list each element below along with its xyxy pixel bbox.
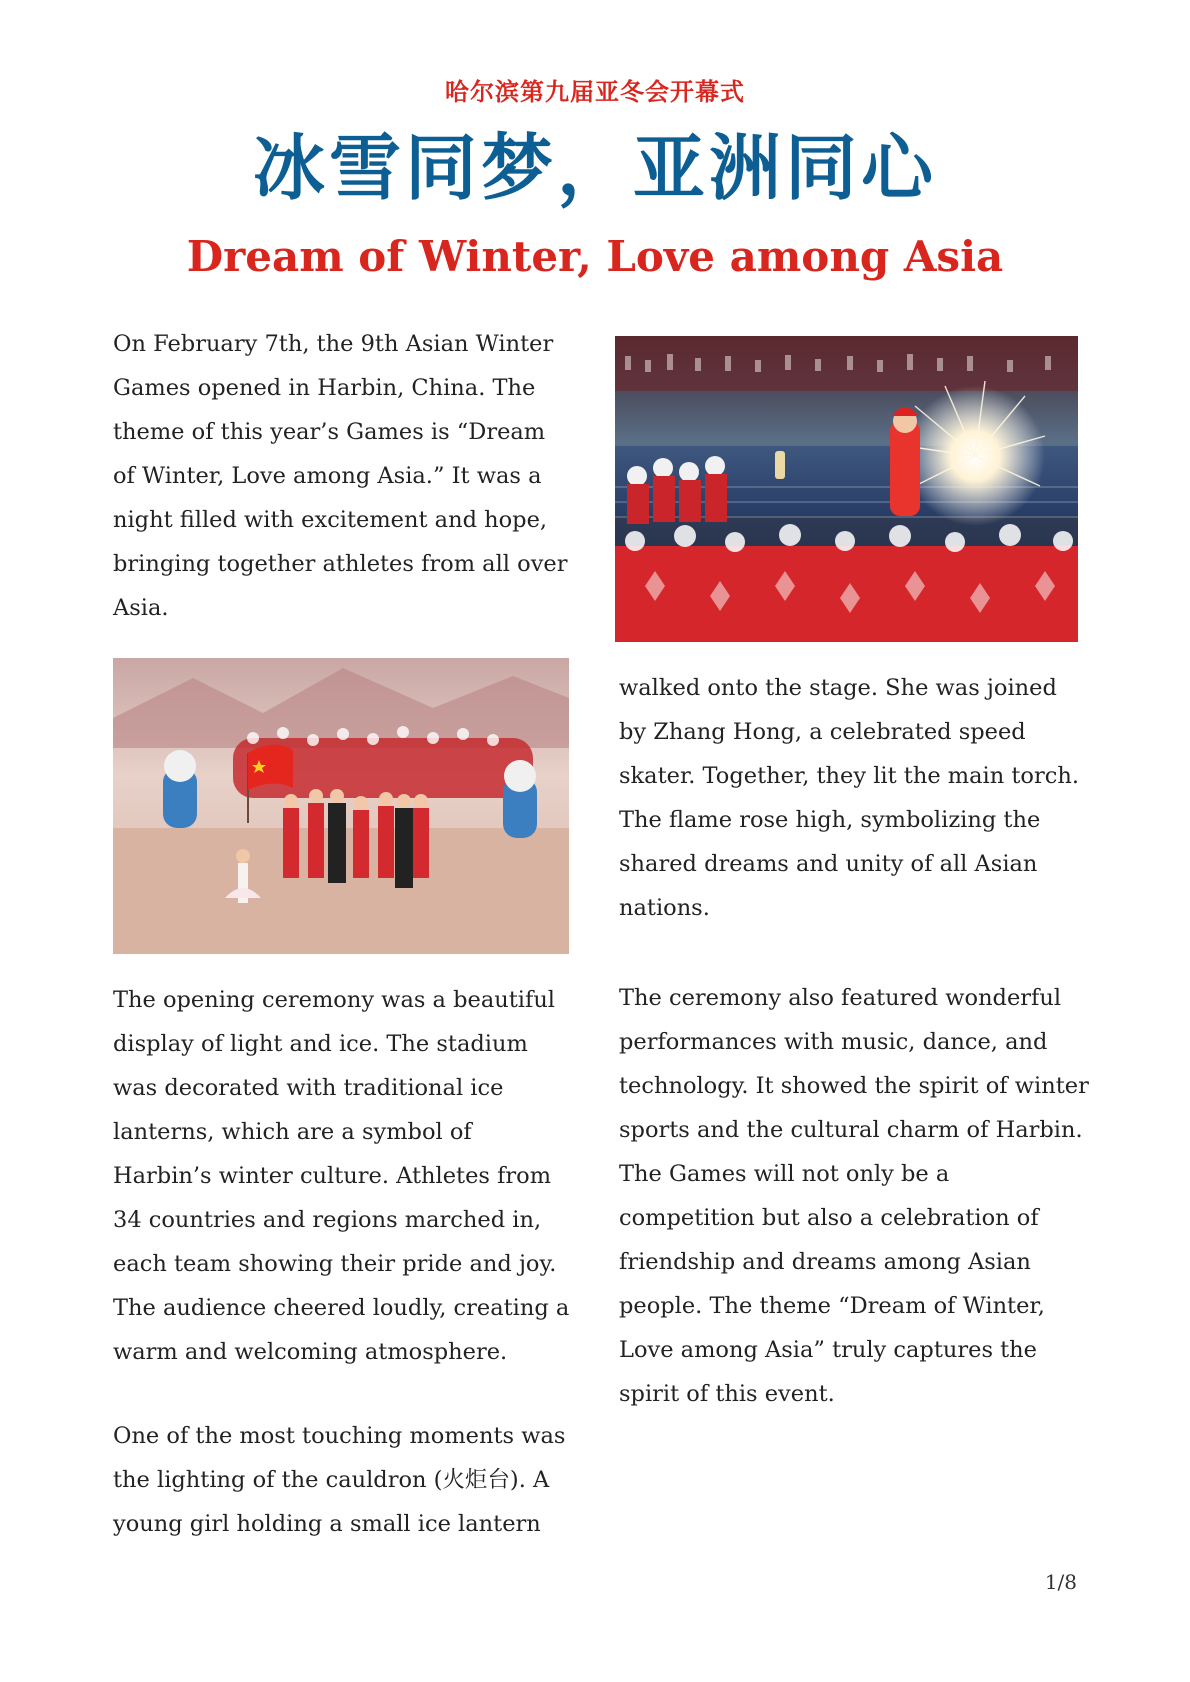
article-paragraph-4: walked onto the stage. She was joined by Zhang Hong, a celebrated speed skater. Together, they lit the main torch. The flame rose high, symbolizing the shared dreams and unity of all Asian nations. <box>619 675 1079 921</box>
article-paragraph-1: On February 7th, the 9th Asian Winter Games opened in Harbin, China. The theme of this year’s Games is “Dream of Winter, Love among Asia.” It was a night filled with excitement and hope, bringing together athletes from all over Asia. <box>113 331 568 621</box>
article-paragraph-5: The ceremony also featured wonderful performances with music, dance, and technology. It showed the spirit of winter sports and the cultural charm of Harbin. The Games will not only be a competition but also a celebration of friendship and dreams among Asian people. The theme “Dream of Winter, Love among Asia” truly captures the spirit of this event. <box>619 985 1089 1407</box>
article-paragraph-2: The opening ceremony was a beautiful display of light and ice. The stadium was decorated with traditional ice lanterns, which are a symbol of Harbin’s winter culture. Athletes from 34 countries and regions marched in, each team showing their pride and joy. The audience cheered loudly, creating a warm and welcoming atmosphere. <box>113 987 570 1365</box>
torch-lighting-photo <box>615 336 1078 642</box>
article-paragraph-3: One of the most touching moments was the lighting of the cauldron (火炬台). A young girl holding a small ice lantern <box>113 1423 566 1537</box>
kicker-title: 哈尔滨第九届亚冬会开幕式 <box>445 77 745 106</box>
headline-english: Dream of Winter, Love among Asia <box>186 232 1004 281</box>
page-number: 1/8 <box>1044 1570 1077 1594</box>
athletes-parade-photo <box>113 658 569 954</box>
headline-chinese: 冰雪同梦，亚洲同心 <box>252 125 937 210</box>
